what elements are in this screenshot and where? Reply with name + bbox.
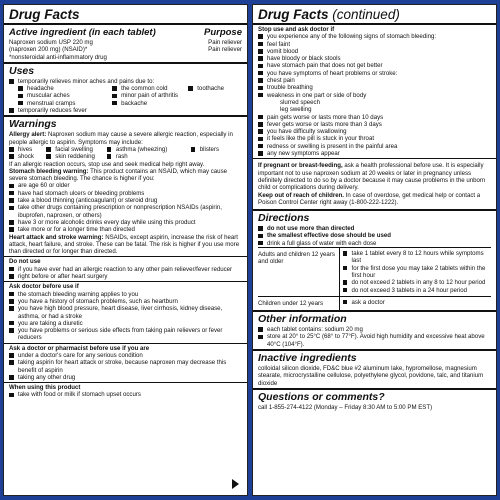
- do-not-use-heading: Do not use: [9, 258, 41, 266]
- ingredient-row: Naproxen sodium USP 220 mg Pain reliever: [9, 39, 242, 46]
- do-not-use-section: [4, 257, 247, 282]
- list-item: shock: [9, 153, 46, 160]
- allergy-after: If an allergic reaction occurs, stop use and seek medical help right away.: [9, 160, 205, 168]
- list-item: chest pain: [258, 77, 491, 84]
- list-item: the smallest effective dose should be used: [258, 232, 491, 239]
- questions-phone: call 1-855-274-4122 (Monday – Friday 8:30 AM to 5:00 PM EST): [258, 403, 433, 411]
- nsaid-footnote: *nonsteroidal anti-inflammatory drug: [9, 53, 107, 61]
- list-item: hives: [9, 146, 46, 153]
- list-item: fever gets worse or lasts more than 3 days: [258, 121, 491, 128]
- list-item: you have a history of stomach problems, such as heartburn: [9, 298, 242, 305]
- when-using-section: [4, 383, 247, 400]
- uses-intro: temporarily relieves minor aches and pains due to:: [9, 78, 242, 85]
- list-item: if you have ever had an allergic reaction to any other pain reliever/fever reducer: [9, 266, 242, 273]
- list-item: for the first dose you may take 2 tablets within the first hour: [343, 265, 491, 280]
- list-item: take more or for a longer time than directed: [9, 226, 242, 233]
- list-item: taking aspirin for heart attack or stroke, because naproxen may decrease this benefit of aspirin: [9, 359, 242, 374]
- list-item: do not use more than directed: [258, 225, 491, 232]
- list-item: muscular aches: [18, 92, 112, 99]
- list-item: you have difficulty swallowing: [258, 128, 491, 135]
- inactive-ingredients-section: [253, 351, 496, 390]
- list-item: feel faint: [258, 41, 491, 48]
- list-item: the common cold: [112, 85, 188, 92]
- keep-out-of-reach: Keep out of reach of children. In case of overdose, get medical help or contact a Poison Control Center right away (1-800-222-1222).: [258, 191, 481, 206]
- questions-section: [253, 390, 496, 412]
- drug-facts-panel-right: [252, 4, 497, 496]
- when-using-heading: When using this product: [9, 384, 81, 392]
- directions-heading: Directions: [258, 212, 310, 225]
- stop-use-section: [253, 25, 496, 159]
- ask-doctor-section: [4, 282, 247, 343]
- list-item: headache: [18, 85, 112, 92]
- drug-facts-panel-left: [3, 4, 248, 496]
- active-ingredient-heading: Active ingredient (in each tablet): [9, 27, 156, 38]
- list-item: do not exceed 2 tablets in any 8 to 12 hour period: [343, 279, 491, 286]
- list-item: blisters: [191, 146, 242, 153]
- child-label: Children under 12 years: [258, 296, 340, 310]
- questions-heading: Questions or comments?: [258, 390, 385, 403]
- list-item: under a doctor's care for any serious condition: [9, 352, 242, 359]
- ask-pharmacist-heading: Ask a doctor or pharmacist before use if you are: [9, 344, 150, 352]
- list-item: vomit blood: [258, 48, 491, 55]
- list-item: you have problems or serious side effects from taking pain relievers or fever reducers: [9, 327, 242, 342]
- panel-title: Drug Facts (continued): [253, 5, 496, 25]
- ask-doctor-heading: Ask doctor before use if: [9, 283, 79, 291]
- continued-label: (continued): [332, 7, 400, 22]
- list-item: leg swelling: [280, 106, 312, 114]
- other-info-heading: Other information: [258, 313, 347, 326]
- panel-title: Drug Facts: [4, 5, 247, 25]
- list-item: take with food or milk if stomach upset occurs: [9, 391, 242, 398]
- list-item: slurred speech: [280, 98, 320, 106]
- stomach-warning: Stomach bleeding warning: This product contains an NSAID, which may cause severe stomach bleeding. The chance is higher if you:: [9, 167, 228, 183]
- list-item: store at 20° to 25°C (68° to 77°F). Avoid high humidity and excessive heat above 40°C (104°F).: [258, 333, 491, 348]
- list-item: do not exceed 3 tablets in a 24 hour period: [343, 287, 491, 294]
- stop-use-heading: Stop use and ask doctor if: [258, 26, 335, 33]
- list-item: each tablet contains: sodium 20 mg: [258, 326, 491, 333]
- other-info-section: [253, 312, 496, 351]
- list-item: you experience any of the following signs of stomach bleeding:: [258, 33, 491, 40]
- list-item: taking any other drug: [9, 374, 242, 381]
- ingredient-row: (naproxen 200 mg) (NSAID)* Pain reliever: [9, 46, 242, 54]
- symptom-list: [9, 146, 242, 161]
- ask-pharmacist-section: [4, 344, 247, 383]
- list-item: take a blood thinning (anticoagulant) or steroid drug: [9, 197, 242, 204]
- list-item: you have symptoms of heart problems or stroke:: [258, 70, 491, 77]
- uses-list: [9, 85, 242, 107]
- purpose-heading: Purpose: [203, 27, 242, 38]
- inactive-heading: Inactive ingredients: [258, 351, 357, 364]
- uses-section: [4, 64, 247, 117]
- list-item: take 1 tablet every 8 to 12 hours while symptoms last: [343, 250, 491, 265]
- list-item: drink a full glass of water with each dose: [258, 240, 491, 247]
- list-item: backache: [112, 100, 188, 107]
- list-item: have 3 or more alcoholic drinks every day while using this product: [9, 219, 242, 226]
- list-item: you are taking a diuretic: [9, 320, 242, 327]
- list-item: take other drugs containing prescription or nonprescription NSAIDs (aspirin, ibuprofen, naproxen, or others): [9, 204, 242, 219]
- list-item: you have high blood pressure, heart disease, liver cirrhosis, kidney disease, asthma, or had a stroke: [9, 305, 242, 320]
- dosage-table: [258, 247, 491, 310]
- list-item: have stomach pain that does not get better: [258, 62, 491, 69]
- warnings-heading: Warnings: [9, 118, 57, 131]
- list-item: it feels like the pill is stuck in your throat: [258, 135, 491, 142]
- list-item: toothache: [188, 85, 242, 92]
- list-item: pain gets worse or lasts more than 10 days: [258, 114, 491, 121]
- list-item: redness or swelling is present in the painful area: [258, 143, 491, 150]
- list-item: trouble breathing: [258, 84, 491, 91]
- list-item: ask a doctor: [343, 299, 491, 306]
- list-item: have had stomach ulcers or bleeding problems: [9, 190, 242, 197]
- list-item: are age 60 or older: [9, 182, 242, 189]
- list-item: have bloody or black stools: [258, 55, 491, 62]
- warnings-section: [4, 117, 247, 257]
- uses-heading: Uses: [9, 64, 35, 77]
- inactive-text: colloidal silicon dioxide, FD&C blue #2 aluminum lake, hypromellose, magnesium stearate, microcrystalline cellulose, polyethylene glycol, povidone, talc, and titanium dioxide: [258, 364, 484, 387]
- allergy-alert: Allergy alert: Naproxen sodium may cause a severe allergic reaction, especially in people allergic to aspirin. Symptoms may include:: [9, 131, 233, 146]
- list-item: rash: [107, 153, 191, 160]
- active-ingredient-section: [4, 25, 247, 64]
- list-item: minor pain of arthritis: [112, 92, 188, 99]
- list-item: right before or after heart surgery: [9, 273, 242, 280]
- pregnancy-section: [253, 159, 496, 211]
- adult-label: Adults and children 12 years and older: [258, 248, 340, 296]
- uses-fever: temporarily reduces fever: [9, 107, 242, 114]
- list-item: skin reddening: [46, 153, 107, 160]
- continue-arrow-icon: [232, 479, 239, 489]
- directions-section: [253, 211, 496, 312]
- heart-warning: Heart attack and stroke warning: NSAIDs, except aspirin, increase the risk of heart attack, heart failure, and stroke. These can be fatal. The risk is higher if you use more than directed or for longer than directed.: [9, 233, 240, 256]
- stomach-list: [9, 182, 242, 233]
- list-item: facial swelling: [46, 146, 107, 153]
- pregnancy-warning: If pregnant or breast-feeding, ask a health professional before use. It is especially important not to use naproxen sodium at 20 weeks or later in pregnancy unless definitely directed to do so by a doctor because it may cause problems in the unborn child or complications during delivery.: [258, 162, 486, 192]
- list-item: weakness in one part or side of body: [258, 92, 491, 99]
- list-item: any new symptoms appear: [258, 150, 491, 157]
- list-item: the stomach bleeding warning applies to you: [9, 291, 242, 298]
- list-item: asthma (wheezing): [107, 146, 191, 153]
- list-item: menstrual cramps: [18, 100, 112, 107]
